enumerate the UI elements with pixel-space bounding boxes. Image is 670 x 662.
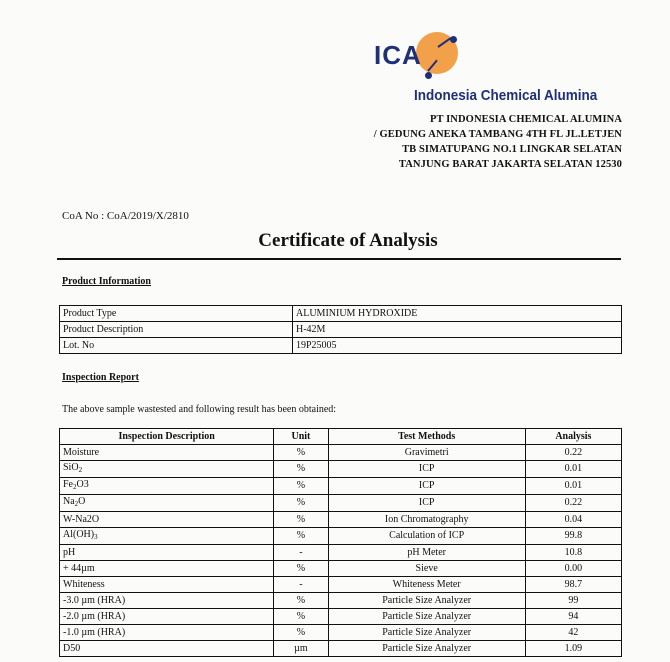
inspection-description: D50	[60, 641, 274, 657]
inspection-description: W-Na2O	[60, 512, 274, 528]
company-address	[374, 112, 622, 172]
table-row	[60, 445, 622, 461]
test-method-cell: Particle Size Analyzer	[328, 609, 525, 625]
inspection-description: -2.0 µm (HRA)	[60, 609, 274, 625]
column-header: Test Methods	[328, 429, 525, 445]
product-field-value: 19P25005	[293, 338, 622, 354]
unit-cell: %	[274, 478, 328, 495]
test-method-cell: Whiteness Meter	[328, 577, 525, 593]
address-line: TANJUNG BARAT JAKARTA SELATAN 12530	[398, 159, 622, 170]
logo-company-name: Indonesia Chemical Alumina	[414, 87, 598, 104]
test-method-cell: Sieve	[328, 561, 525, 577]
test-method-cell: Particle Size Analyzer	[328, 593, 525, 609]
product-field-value: ALUMINIUM HYDROXIDE	[293, 306, 622, 322]
company-logo	[370, 30, 620, 110]
unit-cell: %	[274, 625, 328, 641]
inspection-table	[59, 428, 622, 657]
product-field-value: H-42M	[293, 322, 622, 338]
inspection-report-heading: Inspection Report	[62, 372, 139, 383]
test-method-cell: Calculation of ICP	[328, 528, 525, 545]
table-row	[60, 577, 622, 593]
inspection-intro: The above sample wastested and following result has been obtained:	[62, 404, 337, 415]
table-row	[60, 528, 622, 545]
table-header-row	[60, 429, 622, 445]
analysis-value-cell: 99	[525, 593, 621, 609]
inspection-description: $Na_2O$	[60, 495, 274, 512]
inspection-description: Whiteness	[60, 577, 274, 593]
analysis-value-cell: 0.04	[525, 512, 621, 528]
test-method-cell: Particle Size Analyzer	[328, 641, 525, 657]
unit-cell: %	[274, 495, 328, 512]
unit-cell: -	[274, 577, 328, 593]
product-field-label: Lot. No	[60, 338, 293, 354]
inspection-description: SiO$_2$	[60, 461, 274, 478]
analysis-value-cell: 1.09	[525, 641, 621, 657]
logo-mark: ICA	[374, 40, 422, 70]
product-information-heading: Product Information	[62, 276, 151, 287]
table-row	[60, 561, 622, 577]
table-row	[60, 625, 622, 641]
product-field-label: Product Description	[60, 322, 293, 338]
test-method-cell: ICP	[328, 495, 525, 512]
table-row	[60, 461, 622, 478]
analysis-value-cell: 42	[525, 625, 621, 641]
inspection-description: Moisture	[60, 445, 274, 461]
analysis-value-cell: 0.01	[525, 461, 621, 478]
document-title: Certificate of Analysis	[258, 230, 438, 251]
product-row	[60, 338, 622, 354]
column-header: Analysis	[525, 429, 621, 445]
analysis-value-cell: 0.00	[525, 561, 621, 577]
address-line: PT INDONESIA CHEMICAL ALUMINA	[429, 114, 622, 125]
table-row	[60, 545, 622, 561]
unit-cell: %	[274, 593, 328, 609]
inspection-description: -3.0 µm (HRA)	[60, 593, 274, 609]
product-row	[60, 306, 622, 322]
test-method-cell: Gravimetri	[328, 445, 525, 461]
table-row	[60, 512, 622, 528]
unit-cell: %	[274, 445, 328, 461]
test-method-cell: pH Meter	[328, 545, 525, 561]
analysis-value-cell: 94	[525, 609, 621, 625]
unit-cell: %	[274, 528, 328, 545]
address-line: TB SIMATUPANG NO.1 LINGKAR SELATAN	[402, 144, 622, 155]
inspection-description: -1.0 µm (HRA)	[60, 625, 274, 641]
coa-number: CoA No : CoA/2019/X/2810	[62, 210, 189, 222]
inspection-description: + 44µm	[60, 561, 274, 577]
test-method-cell: ICP	[328, 461, 525, 478]
test-method-cell: Ion Chromatography	[328, 512, 525, 528]
analysis-value-cell: 98.7	[525, 577, 621, 593]
title-divider	[57, 258, 621, 260]
unit-cell: µm	[274, 641, 328, 657]
inspection-description: $Fe_2O3$	[60, 478, 274, 495]
analysis-value-cell: 10.8	[525, 545, 621, 561]
inspection-description: pH	[60, 545, 274, 561]
unit-cell: %	[274, 609, 328, 625]
product-information-table	[59, 305, 622, 354]
product-row	[60, 322, 622, 338]
table-row	[60, 609, 622, 625]
table-row	[60, 641, 622, 657]
table-row	[60, 593, 622, 609]
unit-cell: %	[274, 512, 328, 528]
address-line: / GEDUNG ANEKA TAMBANG 4TH FL JL.LETJEN	[373, 129, 622, 140]
column-header: Inspection Description	[60, 429, 274, 445]
test-method-cell: ICP	[328, 478, 525, 495]
analysis-value-cell: 99.8	[525, 528, 621, 545]
test-method-cell: Particle Size Analyzer	[328, 625, 525, 641]
table-row	[60, 478, 622, 495]
unit-cell: -	[274, 545, 328, 561]
unit-cell: %	[274, 561, 328, 577]
analysis-value-cell: 0.22	[525, 445, 621, 461]
analysis-value-cell: 0.22	[525, 495, 621, 512]
analysis-value-cell: 0.01	[525, 478, 621, 495]
product-field-label: Product Type	[60, 306, 293, 322]
column-header: Unit	[274, 429, 328, 445]
table-row	[60, 495, 622, 512]
unit-cell: %	[274, 461, 328, 478]
inspection-description: $Al(OH)_3$	[60, 528, 274, 545]
